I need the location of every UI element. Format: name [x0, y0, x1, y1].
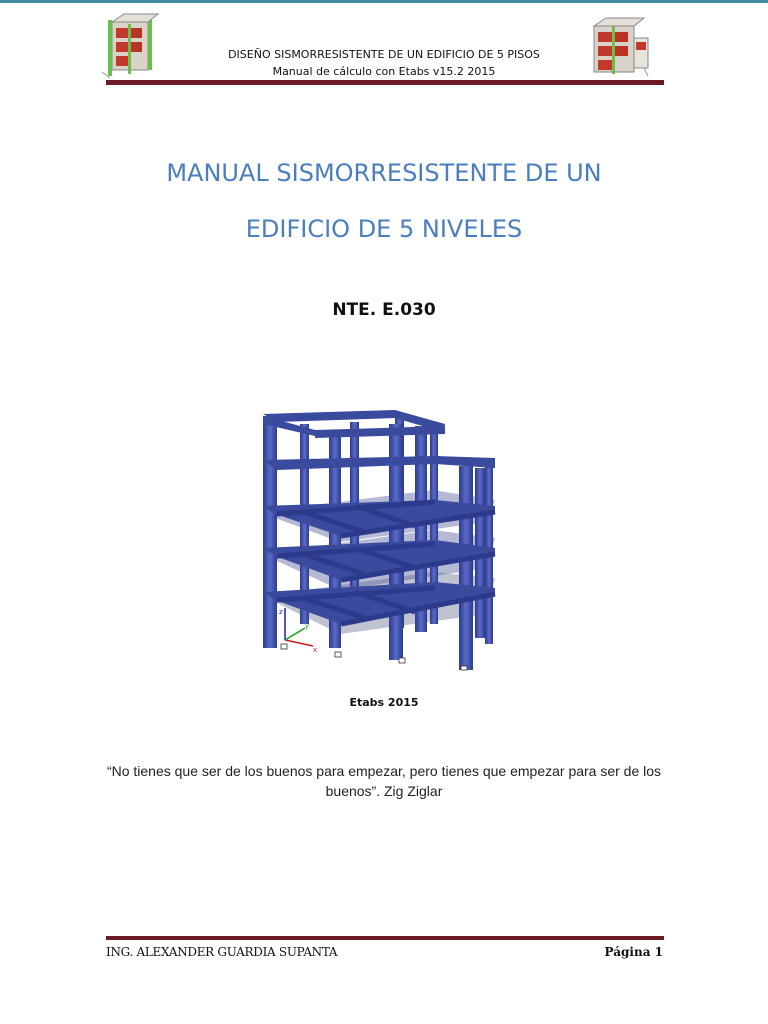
building-logo-left — [98, 12, 160, 80]
document-title-line1: MANUAL SISMORRESISTENTE DE UN — [166, 159, 602, 187]
quote — [104, 761, 664, 801]
quote-text: “No tienes que ser de los buenos para empezar, pero tienes que empezar para ser de los buenos”. Zig — [106, 763, 662, 799]
top-accent-line — [0, 0, 768, 3]
figure-caption: Etabs 2015 — [349, 696, 419, 709]
quote-author: Ziglar — [407, 783, 443, 799]
axis-x-label: x — [313, 646, 318, 654]
footer-author: ING. ALEXANDER GUARDIA SUPANTA — [106, 945, 338, 959]
header-rule — [106, 80, 664, 85]
norm-code: NTE. E.030 — [332, 300, 436, 320]
axis-z-label: z — [279, 608, 283, 616]
axis-y-label: y — [305, 622, 310, 630]
header-title: DISEÑO SISMORRESISTENTE DE UN EDIFICIO DE 5 PISOS — [228, 48, 540, 61]
etabs-3d-frame-model — [255, 402, 505, 672]
page-header — [160, 46, 608, 80]
document-title-line2: EDIFICIO DE 5 NIVELES — [245, 215, 523, 243]
header-subtitle: Manual de cálculo con Etabs v15.2 2015 — [272, 65, 496, 78]
footer-rule — [106, 936, 664, 940]
footer-page-number: Página 1 — [604, 945, 663, 959]
